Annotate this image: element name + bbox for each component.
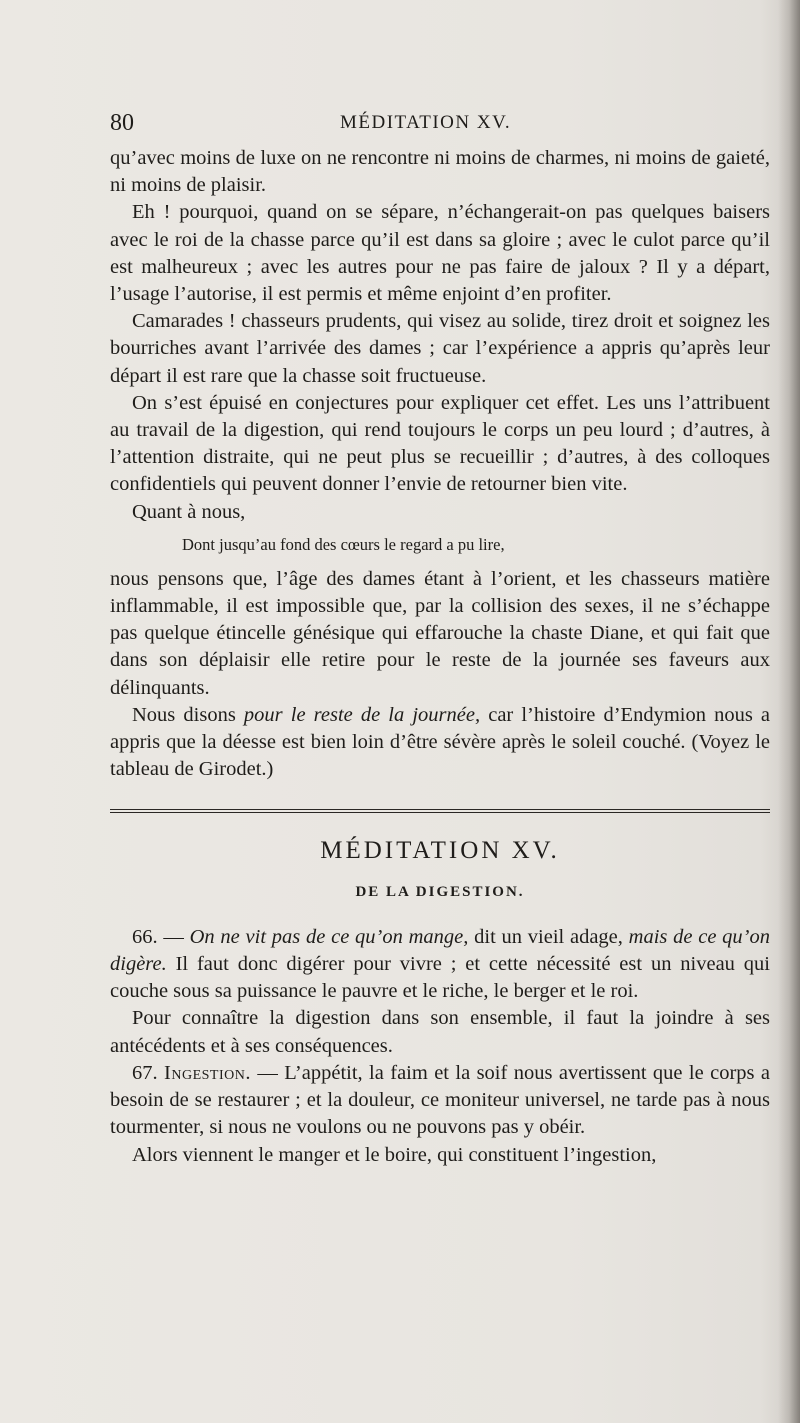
- text-run: Nous disons: [132, 703, 244, 726]
- page-header: [110, 110, 770, 140]
- italic-phrase: mais de ce qu’on digère.: [110, 925, 771, 976]
- section-title: MÉDITATION XV.: [320, 837, 560, 865]
- paragraph: qu’avec moins de luxe on ne rencontre ni moins de charmes, ni moins de gaieté, ni moins de plaisir.: [110, 147, 770, 197]
- section-keyword: Ingestion.: [164, 1061, 251, 1084]
- page-body: [110, 145, 770, 1169]
- paragraph: [110, 702, 770, 784]
- page-edge-shadow: [778, 0, 800, 1423]
- paragraph-number: 66. —: [132, 925, 190, 948]
- verse-quote: Dont jusqu’au fond des cœurs le regard a pu lire,: [182, 534, 505, 554]
- paragraph: [110, 924, 770, 1006]
- text-run: car l’histoire d’Endymion nous a appris que la déesse est bien loin d’être sévère après le soleil couché. (Voyez le tableau de Girodet.): [110, 703, 771, 781]
- text-run: — L’appétit, la faim et la soif nous avertissent que le corps a besoin de se restaurer ; et la douleur, ce moniteur universel, ne tarde pas à nous tourmenter, si nous ne voulons ou ne pouvons pas y obéir.: [110, 1061, 771, 1139]
- paragraph-number: 67.: [132, 1061, 165, 1084]
- page-number: 80: [110, 110, 134, 136]
- paragraph: nous pensons que, l’âge des dames étant à l’orient, et les chasseurs matière inflammable, il est impossible que, par la collision des sexes, il ne s’échappe pas quelque étincelle génésique qui effarouche la chaste Diane, et qui fait que dans son déplaisir elle retire pour le reste de la journée ses faveurs aux délinquants.: [110, 567, 770, 699]
- paragraph: Quant à nous,: [132, 500, 246, 523]
- section-divider: [110, 809, 770, 813]
- italic-phrase: On ne vit pas de ce qu’on mange,: [189, 925, 469, 948]
- paragraph: Alors viennent le manger et le boire, qui constituent l’ingestion,: [132, 1143, 657, 1166]
- paragraph: [110, 1060, 770, 1142]
- text-run: dit un vieil adage,: [468, 925, 629, 948]
- paragraph: Eh ! pourquoi, quand on se sépare, n’échangerait-on pas quelques baisers avec le roi de la chasse parce qu’il est dans sa gloire ; avec le culot parce qu’il est malheureux ; avec les autres pour ne pas faire de jaloux ? Il y a départ, l’usage l’autorise, il est permis et même enjoint d’en profiter.: [110, 201, 770, 306]
- italic-phrase: pour le reste de la journée,: [243, 703, 481, 726]
- paragraph: Pour connaître la digestion dans son ensemble, il faut la joindre à ses antécédents et à ses conséquences.: [110, 1007, 770, 1057]
- text-run: Il faut donc digérer pour vivre ; et cette nécessité est un niveau qui couche sous sa puissance le pauvre et le riche, le berger et le roi.: [110, 953, 770, 1003]
- running-title: MÉDITATION XV.: [340, 112, 512, 133]
- section-subtitle: DE LA DIGESTION.: [355, 883, 525, 900]
- paragraph: Camarades ! chasseurs prudents, qui visez au solide, tirez droit et soignez les bourriches avant l’arrivée des dames ; car l’expérience a appris qu’après leur départ il est rare que la chasse soit fructueuse.: [110, 310, 770, 387]
- paragraph: On s’est épuisé en conjectures pour expliquer cet effet. Les uns l’attribuent au travail de la digestion, qui rend toujours le corps un peu lourd ; d’autres, à l’attention distraite, qui ne peut plus se recueillir ; d’autres, à des colloques confidentiels qui peuvent donner l’envie de retourner bien vite.: [110, 391, 770, 496]
